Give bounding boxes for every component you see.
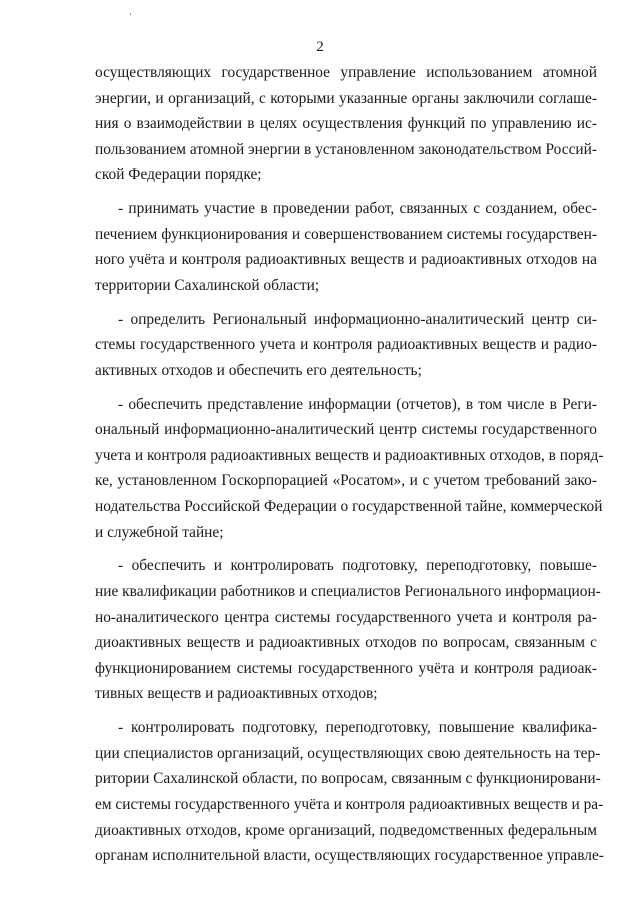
text-line: ональный информационно-аналитический центр системы государственного: [95, 421, 597, 439]
text-line: стемы государственного учета и контроля радиоактивных веществ и радио-: [95, 336, 597, 354]
paragraph: [95, 392, 604, 546]
paragraph: [95, 60, 597, 188]
text-line: - обеспечить и контролировать подготовку, переподготовку, повыше-: [118, 557, 597, 575]
text-line: ке, установленном Госкорпорацией «Росатом», и с учетом требований зако-: [95, 472, 597, 490]
text-line: ции специалистов организаций, осуществляющих свою деятельность на тер-: [95, 744, 601, 762]
text-line: органам исполнительной власти, осуществляющих государственное управле-: [95, 847, 604, 865]
body-text: [95, 60, 604, 877]
text-line: нодательства Российской Федерации о государственной тайне, коммерческой: [95, 498, 603, 516]
text-line: энергии, и организаций, с которыми указанные органы заключили соглаше-: [95, 89, 597, 107]
text-line: - контролировать подготовку, переподготовку, повышение квалифика-: [118, 719, 597, 737]
text-line: территории Сахалинской области;: [95, 276, 320, 294]
scan-mark: [130, 13, 131, 15]
text-line: печением функционирования и совершенствованием системы государствен-: [95, 225, 597, 243]
text-line: но-аналитического центра системы государственного учета и контроля ра-: [95, 608, 597, 626]
text-line: осуществляющих государственное управление использованием атомной: [95, 64, 597, 81]
paragraph: [95, 196, 597, 298]
text-line: ного учёта и контроля радиоактивных веществ и радиоактивных отходов на: [95, 251, 597, 269]
page-number: 2: [316, 39, 324, 55]
text-line: - принимать участие в проведении работ, связанных с созданием, обес-: [118, 200, 597, 218]
text-line: активных отходов и обеспечить его деятельность;: [95, 361, 422, 379]
text-line: пользованием атомной энергии в установленном законодательством Россий-: [95, 140, 597, 158]
text-line: учета и контроля радиоактивных веществ и радиоактивных отходов, в поряд-: [95, 446, 604, 464]
text-line: - определить Региональный информационно-аналитический центр си-: [118, 310, 597, 328]
paragraph: [95, 715, 604, 869]
paragraph: [95, 553, 601, 707]
text-line: функционированием системы государственного учёта и контроля радиоак-: [95, 659, 597, 677]
text-line: ем системы государственного учёта и контроля радиоактивных веществ и ра-: [95, 795, 604, 813]
text-line: ния о взаимодействии в целях осуществления функций по управлению ис-: [95, 115, 597, 133]
text-line: ритории Сахалинской области, по вопросам, связанным с функционировани-: [95, 770, 601, 788]
text-line: ние квалификации работников и специалистов Регионального информацион-: [95, 583, 601, 601]
paragraph: [95, 307, 597, 384]
text-line: диоактивных веществ и радиоактивных отходов по вопросам, связанным с: [95, 634, 597, 652]
text-line: и служебной тайне;: [95, 523, 224, 541]
text-line: - обеспечить представление информации (отчетов), в том числе в Реги-: [118, 395, 597, 413]
text-line: диоактивных отходов, кроме организаций, подведомственных федеральным: [95, 821, 597, 839]
text-line: тивных веществ и радиоактивных отходов;: [95, 685, 378, 703]
text-line: ской Федерации порядке;: [95, 166, 262, 184]
